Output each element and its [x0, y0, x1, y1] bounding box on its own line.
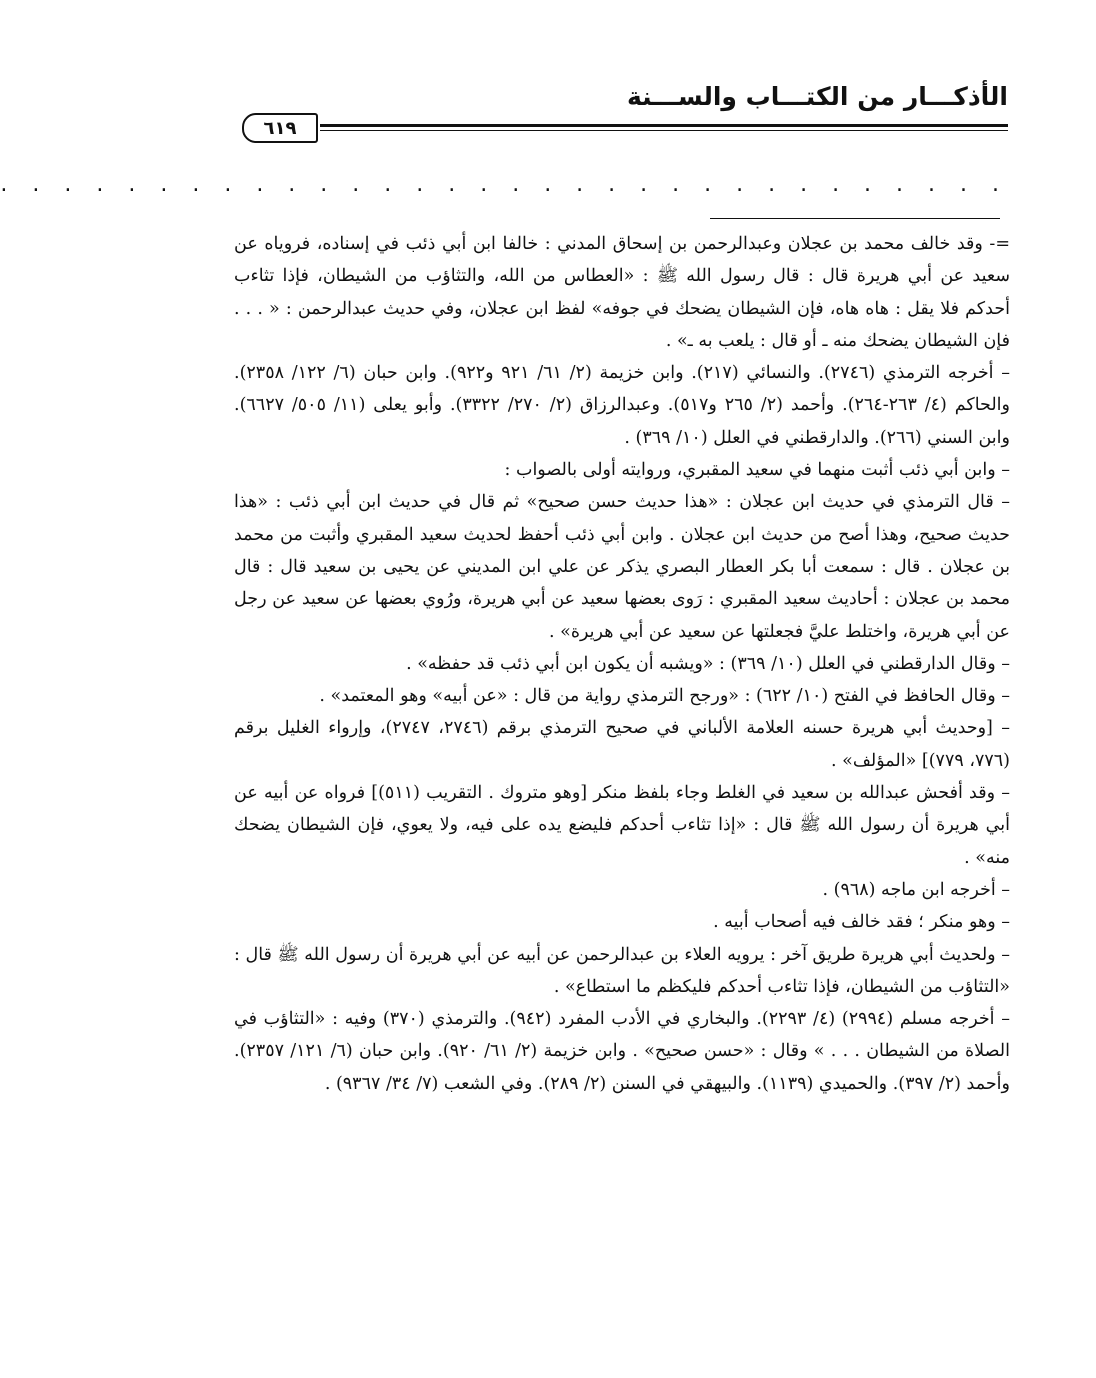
header-rule-thick	[320, 124, 1008, 127]
footnote-paragraph: – [وحديث أبي هريرة حسنه العلامة الألباني في صحيح الترمذي برقم (٢٧٤٦، ٢٧٤٧)، وإرواء الغليل برقم (٧٧٦، ٧٧٩)] «المؤلف» .	[234, 718, 1010, 771]
footnote-paragraph: – أخرجه الترمذي (٢٧٤٦). والنسائي (٢١٧). وابن خزيمة (٢/ ٦١/ ٩٢١ و٩٢٢). وابن حبان (٦/ ١٢٢/ ٢٣٥٨). والحاكم (٤/ ٢٦٣-٢٦٤). وأحمد (٢/ ٢٦٥ و٥١٧). وعبدالرزاق (٢/ ٢٧٠/ ٣٣٢٢). وأبو يعلى (١١/ ٥٠٥/ ٦٦٢٧). وابن السني (٢٦٦). والدارقطني في العلل (١٠/ ٣٦٩) .	[234, 363, 1010, 448]
footnote-paragraph: =- وقد خالف محمد بن عجلان وعبدالرحمن بن إسحاق المدني : خالفا ابن أبي ذئب في إسناده، فروياه عن سعيد عن أبي هريرة قال : قال رسول الله ﷺ : «العطاس من الله، والتثاؤب من الشيطان، فإذا تثاءب أحدكم فلا يقل : هاه هاه، فإن الشيطان يضحك في جوفه» لفظ ابن عجلان، وفي حديث عبدالرحمن : « . . . فإن الشيطان يضحك منه ـ أو قال : يلعب به ـ» .	[234, 234, 1010, 351]
footnote-paragraph: – أخرجه ابن ماجه (٩٦٨) .	[822, 879, 1010, 900]
footnote-paragraph: – وقال الدارقطني في العلل (١٠/ ٣٦٩) : «ويشبه أن يكون ابن أبي ذئب قد حفظه» .	[406, 653, 1010, 674]
separator-dots: . . . . . . . . . . . . . . . . . . . . . . . . . . . . . . . .	[0, 172, 1008, 197]
footnote-paragraph: – قال الترمذي في حديث ابن عجلان : «هذا حديث حسن صحيح» ثم قال في حديث ابن أبي ذئب : «هذا حديث صحيح، وهذا أصح من حديث ابن عجلان . وابن أبي ذئب أحفظ لحديث سعيد المقبري وأثبت من محمد بن عجلان . قال : سمعت أبا بكر العطار البصري يذكر عن علي ابن المديني عن يحيى بن سعيد قال : قال محمد بن عجلان : أحاديث سعيد المقبري : رَوى بعضها سعيد عن أبي هريرة، ورُوي بعضها عن سعيد عن رجل عن أبي هريرة، واختلط عليَّ فجعلتها عن سعيد عن أبي هريرة» .	[234, 492, 1010, 642]
footnote-paragraph: – وابن أبي ذئب أثبت منهما في سعيد المقبري، وروايته أولى بالصواب :	[504, 460, 1010, 481]
footnote-paragraph: – أخرجه مسلم (٢٩٩٤) (٤/ ٢٢٩٣). والبخاري في الأدب المفرد (٩٤٢). والترمذي (٣٧٠) وفيه : «التثاؤب في الصلاة من الشيطان . . . » وقال : «حسن صحيح» . وابن خزيمة (٢/ ٦١/ ٩٢٠). وابن حبان (٦/ ١٢١/ ٢٣٥٧). وأحمد (٢/ ٣٩٧). والحميدي (١١٣٩). والبيهقي في السنن (٢/ ٢٨٩). وفي الشعب (٧/ ٣٤/ ٩٣٦٧) .	[234, 1009, 1010, 1094]
footnote-paragraph: – وهو منكر ؛ فقد خالف فيه أصحاب أبيه .	[713, 912, 1010, 933]
footnote-rule	[710, 218, 1000, 219]
running-title: الأذكـــار من الكتـــاب والســـنة	[627, 82, 1008, 111]
footnote-body	[234, 228, 1010, 1100]
footnote-paragraph: – ولحديث أبي هريرة طريق آخر : يرويه العلاء بن عبدالرحمن عن أبيه عن أبي هريرة أن رسول الله ﷺ قال : «التثاؤب من الشيطان، فإذا تثاءب أحدكم فليكظم ما استطاع» .	[234, 944, 1010, 997]
header-rule-thin	[320, 130, 1008, 131]
page-header	[242, 82, 1008, 142]
footnote-paragraph: – وقد أفحش عبدالله بن سعيد في الغلط وجاء بلفظ منكر [وهو متروك . التقريب (٥١١)] فرواه عن أبيه عن أبي هريرة أن رسول الله ﷺ قال : «إذا تثاءب أحدكم فليضع يده على فيه، ولا يعوي، فإن الشيطان يضحك منه» .	[234, 783, 1010, 868]
footnote-paragraph: – وقال الحافظ في الفتح (١٠/ ٦٢٢) : «ورجح الترمذي رواية من قال : «عن أبيه» وهو المعتمد» .	[319, 686, 1010, 707]
page-number: ٦١٩	[242, 113, 318, 143]
